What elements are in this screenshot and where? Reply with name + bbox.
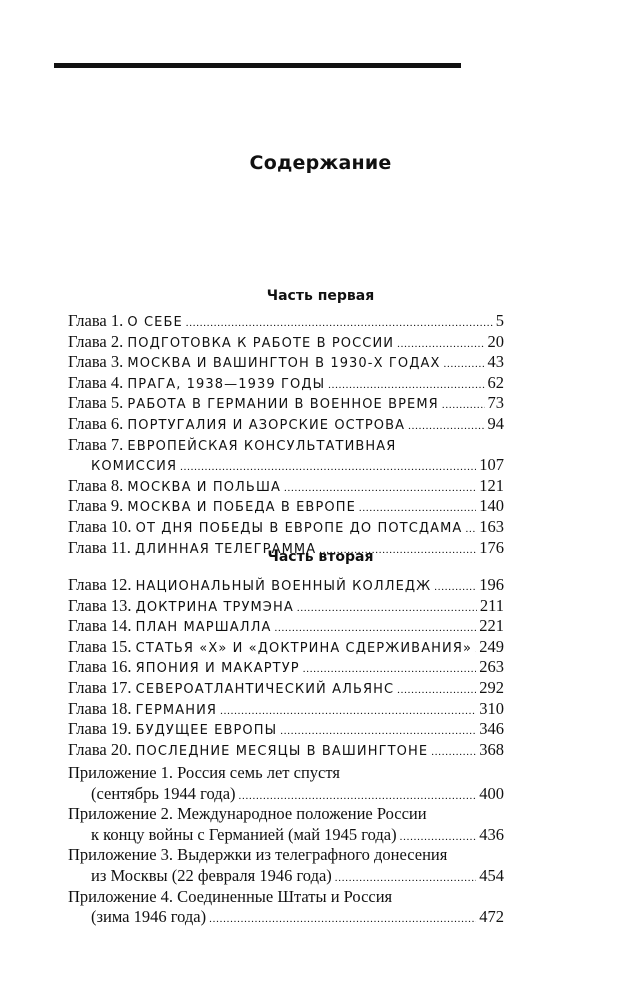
chapter-number: Глава 15.: [68, 636, 132, 656]
chapter-title: ЕВРОПЕЙСКАЯ КОНСУЛЬТАТИВНАЯ: [127, 438, 397, 454]
chapter-number: Глава 4.: [68, 372, 124, 392]
part-title-1: Часть первая: [266, 288, 375, 304]
toc-entry[interactable]: [68, 393, 504, 414]
toc-entry[interactable]: [68, 517, 504, 538]
chapter-number: Глава 20.: [68, 739, 132, 759]
page-number: 211: [479, 595, 504, 615]
leader-dots: [180, 457, 476, 478]
appendix-entry[interactable]: [68, 763, 504, 784]
page-number: 249: [479, 636, 504, 656]
chapter-number: Глава 12.: [68, 575, 132, 594]
appendix-entry-continuation[interactable]: [68, 907, 504, 928]
toc-entry[interactable]: [68, 657, 504, 678]
leader-dots: [397, 334, 484, 355]
leader-dots: [280, 721, 476, 742]
chapter-title: ПРАГА, 1938—1939 ГОДЫ: [127, 376, 326, 392]
page-number: 5: [495, 311, 504, 330]
page-number: 140: [479, 496, 504, 516]
chapter-title: ПОРТУГАЛИЯ И АЗОРСКИЕ ОСТРОВА: [127, 417, 406, 433]
appendix-entry-continuation[interactable]: [68, 866, 504, 887]
appendix-entry-continuation[interactable]: [68, 784, 504, 805]
page-title: Содержание: [249, 152, 392, 174]
chapter-title: МОСКВА И ВАШИНГТОН В 1930-Х ГОДАХ: [127, 356, 441, 372]
toc-part-2: [68, 575, 504, 760]
toc-entry[interactable]: [68, 596, 504, 617]
page-number: 263: [479, 657, 504, 677]
chapter-title: БУДУЩЕЕ ЕВРОПЫ: [135, 723, 278, 739]
appendix-entry[interactable]: [68, 887, 504, 908]
leader-dots: [443, 354, 484, 375]
chapter-title: НАЦИОНАЛЬНЫЙ ВОЕННЫЙ КОЛЛЕДЖ: [135, 579, 432, 594]
leader-dots: [328, 375, 484, 396]
chapter-title: ЯПОНИЯ И МАКАРТУР: [135, 661, 300, 677]
chapter-number: Глава 18.: [68, 698, 132, 718]
chapter-title: СТАТЬЯ «Х» И «ДОКТРИНА СДЕРЖИВАНИЯ»: [135, 640, 473, 656]
chapter-number: Глава 5.: [68, 393, 124, 413]
leader-dots: [220, 701, 476, 722]
chapter-title: ОТ ДНЯ ПОБЕДЫ В ЕВРОПЕ ДО ПОТСДАМА: [135, 520, 463, 536]
chapter-number: Глава 16.: [68, 657, 132, 677]
page-number: 43: [487, 352, 504, 372]
chapter-number: Глава 11.: [68, 537, 131, 557]
appendix-subtitle: (зима 1946 года): [91, 907, 207, 927]
toc-entry[interactable]: [68, 616, 504, 637]
toc-entry[interactable]: [68, 414, 504, 435]
page-number: 176: [479, 537, 504, 557]
chapter-title: ДОКТРИНА ТРУМЭНА: [135, 599, 294, 615]
page-number: 292: [479, 677, 504, 697]
page-number: 472: [479, 907, 504, 927]
page-number: 20: [487, 331, 504, 351]
chapter-number: Глава 3.: [68, 352, 124, 372]
page-number: 368: [479, 739, 504, 759]
leader-dots: [274, 618, 476, 639]
chapter-title: ПОСЛЕДНИЕ МЕСЯЦЫ В ВАШИНГТОНЕ: [135, 743, 429, 759]
leader-dots: [442, 395, 485, 416]
leader-dots: [297, 598, 477, 619]
appendix-entry[interactable]: [68, 804, 504, 825]
page-number: 454: [479, 865, 504, 885]
page-number: 400: [479, 783, 504, 803]
chapter-number: Глава 6.: [68, 413, 124, 433]
page-number: 436: [479, 824, 504, 844]
chapter-title: МОСКВА И ПОЛЬША: [127, 479, 281, 495]
chapter-title: О СЕБЕ: [127, 315, 183, 330]
appendix-title: Приложение 1. Россия семь лет спустя: [68, 763, 340, 782]
chapter-number: Глава 9.: [68, 496, 124, 516]
leader-dots: [431, 742, 476, 763]
toc-entry[interactable]: [68, 719, 504, 740]
toc-entry[interactable]: [68, 575, 504, 596]
chapter-number: Глава 13.: [68, 595, 132, 615]
toc-entry[interactable]: [68, 352, 504, 373]
appendix-title: Приложение 4. Соединенные Штаты и Россия: [68, 886, 393, 906]
page-number: 107: [479, 455, 504, 475]
leader-dots: [303, 659, 477, 680]
appendix-title: Приложение 2. Международное положение России: [68, 804, 427, 824]
chapter-title: РАБОТА В ГЕРМАНИИ В ВОЕННОЕ ВРЕМЯ: [127, 397, 439, 413]
toc-appendices: [68, 763, 504, 928]
leader-dots: [434, 577, 476, 598]
leader-dots: [397, 680, 476, 701]
appendix-title: Приложение 3. Выдержки из телеграфного донесения: [68, 845, 448, 865]
leader-dots: [408, 416, 484, 437]
toc-entry[interactable]: [68, 311, 504, 332]
page-number: 121: [479, 475, 504, 495]
chapter-title: ПЛАН МАРШАЛЛА: [135, 620, 272, 636]
toc-part-1: [68, 311, 504, 558]
leader-dots: [475, 639, 476, 660]
page-number: 221: [479, 616, 504, 636]
chapter-number: Глава 19.: [68, 719, 132, 739]
toc-entry[interactable]: [68, 678, 504, 699]
chapter-number: Глава 1.: [68, 311, 124, 330]
appendix-subtitle: к концу войны с Германией (май 1945 года): [91, 824, 397, 844]
toc-entry[interactable]: [68, 496, 504, 517]
leader-dots: [465, 519, 476, 540]
leader-dots: [186, 313, 493, 334]
toc-entry-continuation[interactable]: [68, 455, 504, 476]
chapter-title: ДЛИННАЯ ТЕЛЕГРАММА: [135, 541, 317, 557]
chapter-number: Глава 10.: [68, 516, 132, 536]
page-number: 62: [487, 372, 504, 392]
leader-dots: [400, 827, 477, 848]
leader-dots: [284, 478, 476, 499]
toc-entry[interactable]: [68, 699, 504, 720]
chapter-number: Глава 17.: [68, 677, 132, 697]
toc-entry[interactable]: [68, 637, 504, 658]
toc-entry[interactable]: [68, 373, 504, 394]
chapter-number: Глава 14.: [68, 616, 132, 636]
page-number: 196: [479, 575, 504, 594]
chapter-number: Глава 2.: [68, 331, 124, 351]
page-number: 73: [487, 393, 504, 413]
leader-dots: [239, 786, 477, 807]
appendix-subtitle: (сентябрь 1944 года): [91, 783, 236, 803]
page-number: 310: [479, 698, 504, 718]
chapter-title: МОСКВА И ПОБЕДА В ЕВРОПЕ: [127, 500, 356, 516]
toc-entry[interactable]: [68, 332, 504, 353]
chapter-title: ГЕРМАНИЯ: [135, 702, 218, 718]
appendix-entry[interactable]: [68, 845, 504, 866]
toc-entry[interactable]: [68, 740, 504, 761]
page-number: 346: [479, 719, 504, 739]
appendix-entry-continuation[interactable]: [68, 825, 504, 846]
page-number: 94: [487, 413, 504, 433]
toc-entry[interactable]: [68, 435, 504, 456]
chapter-number: Глава 8.: [68, 475, 124, 495]
leader-dots: [209, 909, 476, 930]
page-number: 163: [479, 516, 504, 536]
toc-entry[interactable]: [68, 476, 504, 497]
chapter-title: СЕВЕРОАТЛАНТИЧЕСКИЙ АЛЬЯНС: [135, 681, 395, 697]
chapter-title-continued: КОМИССИЯ: [91, 459, 178, 475]
header-rule-thick-full: [54, 63, 461, 68]
leader-dots: [359, 498, 476, 519]
chapter-title: ПОДГОТОВКА К РАБОТЕ В РОССИИ: [127, 335, 395, 351]
part-title-2: Часть вторая: [267, 549, 374, 565]
leader-dots: [335, 868, 476, 889]
appendix-subtitle: из Москвы (22 февраля 1946 года): [91, 865, 332, 885]
chapter-number: Глава 7.: [68, 434, 124, 454]
